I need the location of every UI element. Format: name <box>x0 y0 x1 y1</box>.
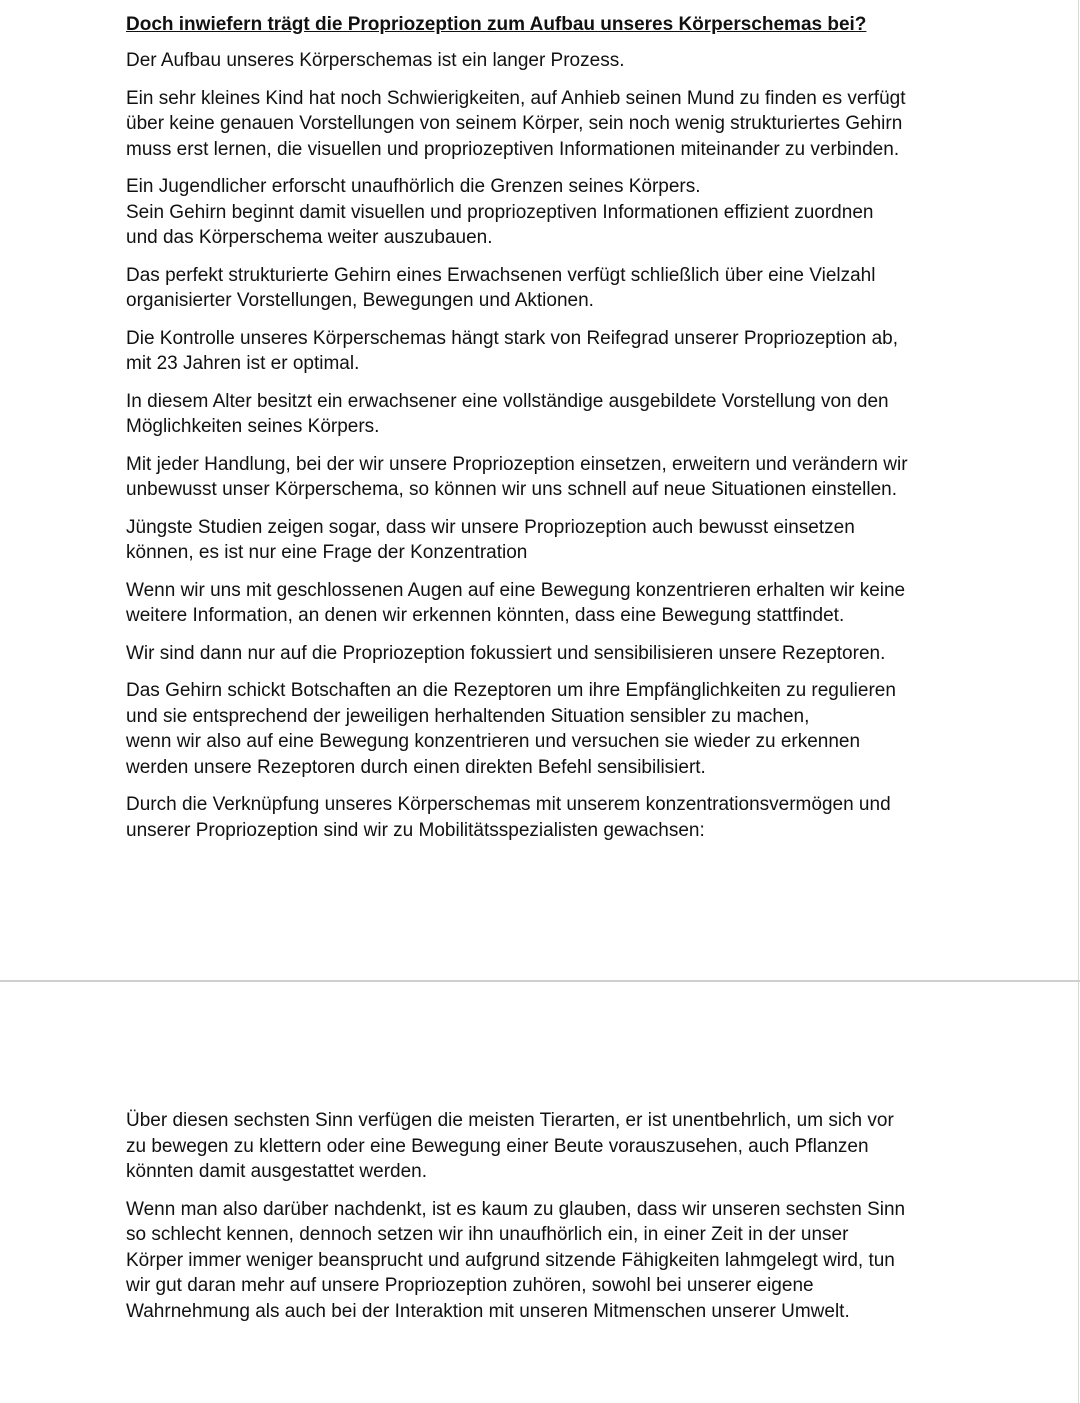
text-line: Ein Jugendlicher erforscht unaufhörlich die Grenzen seines Körpers. <box>126 176 701 197</box>
text-line: Ein sehr kleines Kind hat noch Schwierigkeiten, auf Anhieb seinen Mund zu finden es verfügt <box>126 87 906 109</box>
text-line: und sie entsprechend der jeweiligen herhaltenden Situation sensibler zu machen, <box>126 705 810 727</box>
paragraph <box>126 578 956 629</box>
text-line: unserer Propriozeption sind wir zu Mobilitätsspezialisten gewachsen: <box>126 819 705 841</box>
text-line: wenn wir also auf eine Bewegung konzentrieren und versuchen sie wieder zu erkennen <box>126 731 861 752</box>
text-line: zu bewegen zu klettern oder eine Bewegung einer Beute vorauszusehen, auch Pflanzen <box>126 1135 869 1157</box>
text-line: könnten damit ausgestattet werden. <box>126 1161 428 1182</box>
text-line: über keine genauen Vorstellungen von seinem Körper, sein noch wenig strukturiertes Gehirn <box>126 113 903 134</box>
text-line: Das Gehirn schickt Botschaften an die Rezeptoren um ihre Empfänglichkeiten zu regulieren <box>126 680 896 701</box>
text-line: weitere Information, an denen wir erkennen könnten, dass eine Bewegung stattfindet. <box>126 605 845 626</box>
text-line: In diesem Alter besitzt ein erwachsener eine vollständige ausgebildete Vorstellung von den <box>126 390 889 412</box>
paragraph <box>126 174 956 251</box>
text-line: Wenn wir uns mit geschlossenen Augen auf eine Bewegung konzentrieren erhalten wir keine <box>126 579 906 601</box>
text-line: Durch die Verknüpfung unseres Körperschemas mit unserem konzentrationsvermögen und <box>126 794 891 815</box>
paragraph <box>126 263 956 314</box>
text-line: Jüngste Studien zeigen sogar, dass wir unsere Propriozeption auch bewusst einsetzen <box>126 516 855 538</box>
text-line: organisierter Vorstellungen, Bewegungen und Aktionen. <box>126 290 594 311</box>
text-line: wir gut daran mehr auf unsere Propriozeption zuhören, sowohl bei unserer eigene <box>126 1275 814 1296</box>
paragraph <box>126 452 956 503</box>
text-line: Möglichkeiten seines Körpers. <box>126 416 380 437</box>
text-line: unbewusst unser Körperschema, so können wir uns schnell auf neue Situationen einstellen. <box>126 479 898 500</box>
text-line: Wir sind dann nur auf die Propriozeption fokussiert und sensibilisieren unsere Rezeptoren. <box>126 642 886 664</box>
paragraph <box>126 389 956 440</box>
page-2-content <box>126 1108 956 1336</box>
page-1-body <box>126 48 956 843</box>
text-line: Das perfekt strukturierte Gehirn eines Erwachsenen verfügt schließlich über eine Vielzahl <box>126 264 876 286</box>
paragraph <box>126 326 956 377</box>
page-1-content <box>126 12 956 855</box>
text-line: mit 23 Jahren ist er optimal. <box>126 353 360 374</box>
text-line: Die Kontrolle unseres Körperschemas hängt stark von Reifegrad unserer Propriozeption ab, <box>126 327 899 349</box>
text-line: so schlecht kennen, dennoch setzen wir ihn unaufhörlich ein, in einer Zeit in der unser <box>126 1224 849 1245</box>
paragraph <box>126 1108 956 1185</box>
text-line: können, es ist nur eine Frage der Konzentration <box>126 542 528 563</box>
paragraph <box>126 48 956 74</box>
text-line: muss erst lernen, die visuellen und propriozeptiven Informationen miteinander zu verbinden. <box>126 138 900 160</box>
page-2-body <box>126 1108 956 1324</box>
text-line: Sein Gehirn beginnt damit visuellen und propriozeptiven Informationen effizient zuordnen <box>126 201 874 223</box>
text-line: Der Aufbau unseres Körperschemas ist ein langer Prozess. <box>126 50 625 71</box>
text-line: Körper immer weniger beansprucht und aufgrund sitzende Fähigkeiten lahmgelegt wird, tun <box>126 1249 895 1271</box>
paragraph <box>126 1197 956 1325</box>
text-line: werden unsere Rezeptoren durch einen direkten Befehl sensibilisiert. <box>126 756 706 778</box>
text-line: Wahrnehmung als auch bei der Interaktion mit unseren Mitmenschen unserer Umwelt. <box>126 1300 850 1322</box>
document-page-2 <box>0 982 1079 1403</box>
text-line: und das Körperschema weiter auszubauen. <box>126 227 493 248</box>
section-heading: Doch inwiefern trägt die Propriozeption zum Aufbau unseres Körperschemas bei? <box>126 14 867 35</box>
text-line: Über diesen sechsten Sinn verfügen die meisten Tierarten, er ist unentbehrlich, um sich vor <box>126 1110 894 1131</box>
paragraph <box>126 86 956 163</box>
paragraph <box>126 792 956 843</box>
paragraph <box>126 515 956 566</box>
paragraph <box>126 641 956 667</box>
paragraph <box>126 678 956 780</box>
text-line: Mit jeder Handlung, bei der wir unsere Propriozeption einsetzen, erweitern und verändern wir <box>126 453 908 475</box>
text-line: Wenn man also darüber nachdenkt, ist es kaum zu glauben, dass wir unseren sechsten Sinn <box>126 1198 906 1220</box>
